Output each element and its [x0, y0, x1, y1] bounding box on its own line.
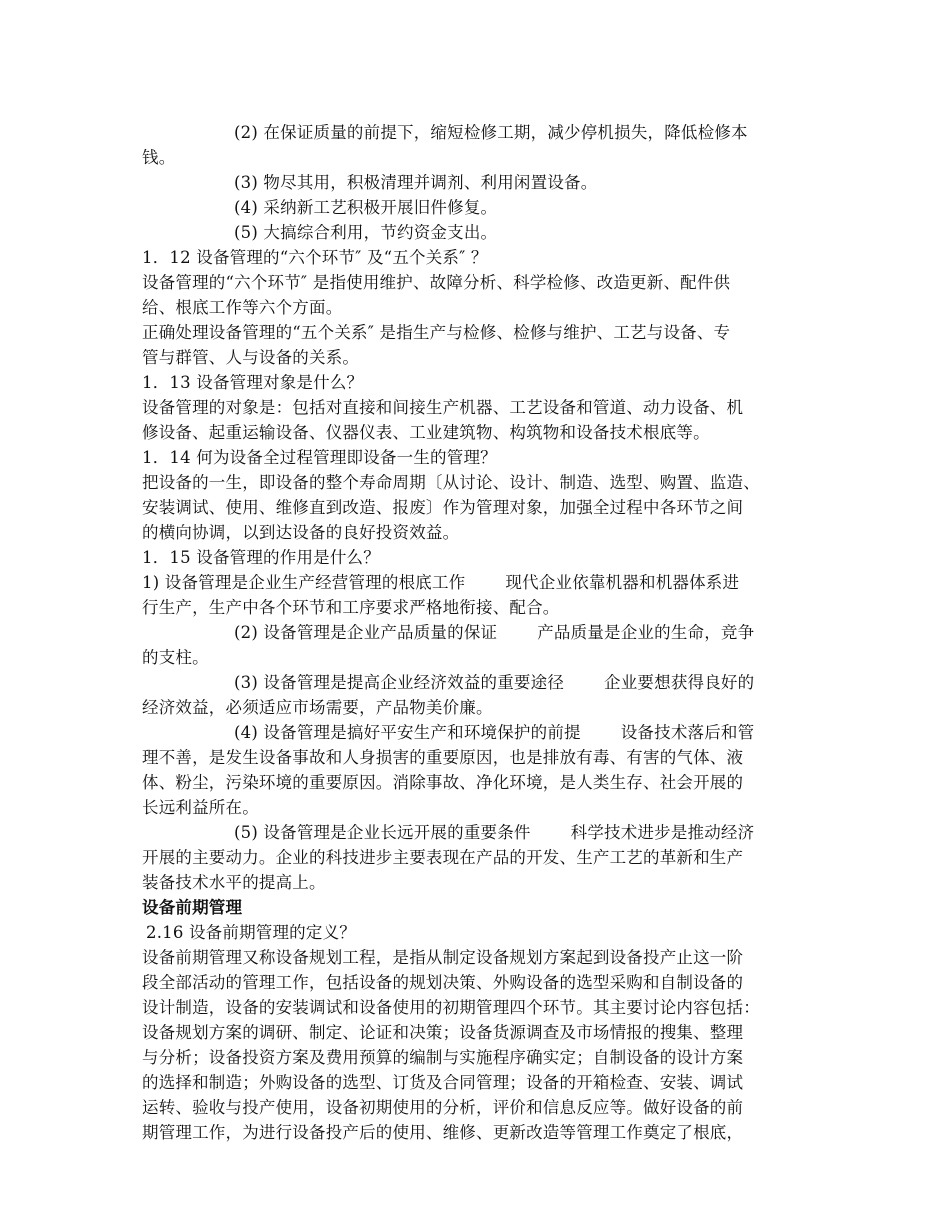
line-text: 的支柱。: [142, 648, 209, 667]
line-text: 1．12 设备管理的“六个环节″ 及“五个关系″ ？: [142, 248, 488, 267]
line-text: 的选择和制造；外购设备的选型、订货及合同管理；设备的开箱检查、安装、调试: [142, 1073, 744, 1092]
line-text: 长远利益所在。: [142, 798, 259, 817]
text-line: [142, 770, 814, 795]
line-text: 设备管理的“六个环节″ 是指使用维护、故障分析、科学检修、改造更新、配件供: [142, 273, 731, 292]
text-line: [142, 820, 814, 845]
line-text: 设计制造，设备的安装调试和设备使用的初期管理四个环节。其主要讨论内容包括：: [142, 998, 760, 1017]
line-text: (4) 采纳新工艺积极开展旧件修复。: [234, 198, 498, 217]
line-text: 把设备的一生，即设备的整个寿命周期〔从讨论、设计、制造、选型、购置、监造、: [142, 473, 760, 492]
text-line: [142, 495, 814, 520]
text-line: [142, 345, 814, 370]
text-line: [142, 670, 814, 695]
text-line: [142, 745, 814, 770]
line-text: 安装调试、使用、维修直到改造、报废〕作为管理对象，加强全过程中各环节之间: [142, 498, 744, 517]
text-line: [142, 1020, 814, 1045]
line-text: (2) 在保证质量的前提下，缩短检修工期，减少停机损失，降低检修本: [234, 123, 748, 142]
line-text: 设备前期管理: [142, 898, 243, 917]
line-text: 1) 设备管理是企业生产经营管理的根底工作: [142, 573, 466, 592]
text-line: [142, 170, 814, 195]
line-text: (2) 设备管理是企业产品质量的保证: [234, 623, 498, 642]
section-heading: [142, 895, 814, 920]
text-line: [142, 620, 814, 645]
text-line: [142, 570, 814, 595]
line-text: 运转、验收与投产使用，设备初期使用的分析，评价和信息反应等。做好设备的前: [142, 1098, 744, 1117]
text-line: [142, 695, 814, 720]
line-text: 设备管理的对象是：包括对直接和间接生产机器、工艺设备和管道、动力设备、机: [142, 398, 744, 417]
line-text: (4) 设备管理是搞好平安生产和环境保护的前提: [234, 723, 581, 742]
line-text: 与分析；设备投资方案及费用预算的编制与实施程序确实定；自制设备的设计方案: [142, 1048, 744, 1067]
line-text: (3) 设备管理是提高企业经济效益的重要途径: [234, 673, 565, 692]
text-line: [142, 920, 814, 945]
text-line: [142, 795, 814, 820]
line-text: 经济效益，必须适应市场需要，产品物美价廉。: [142, 698, 493, 717]
line-text: (5) 大搞综合利用，节约资金支出。: [234, 223, 498, 242]
text-line: [142, 945, 814, 970]
line-text: 2.16 设备前期管理的定义？: [146, 923, 356, 942]
text-line: [142, 295, 814, 320]
line-text: 装备技术水平的提高上。: [142, 873, 326, 892]
text-line: [142, 995, 814, 1020]
line-text: 开展的主要动力。企业的科技进步主要表现在产品的开发、生产工艺的革新和生产: [142, 848, 744, 867]
text-line: [142, 395, 814, 420]
text-line: [142, 645, 814, 670]
text-line: [142, 595, 814, 620]
text-line: [142, 870, 814, 895]
text-line: [142, 1070, 814, 1095]
text-line: [142, 1045, 814, 1070]
line-tail-text: 现代企业依靠机器和机器体系进: [505, 573, 740, 592]
text-line: [142, 145, 814, 170]
line-text: 1．14 何为设备全过程管理即设备一生的管理？: [142, 448, 497, 467]
text-line: [142, 270, 814, 295]
line-text: 1．15 设备管理的作用是什么？: [142, 548, 380, 567]
line-tail-text: 产品质量是企业的生命，竞争: [537, 623, 755, 642]
line-text: 理不善，是发生设备事故和人身损害的重要原因，也是排放有毒、有害的气体、液: [142, 748, 744, 767]
line-text: 修设备、起重运输设备、仪器仪表、工业建筑物、构筑物和设备技术根底等。: [142, 423, 710, 442]
text-line: [142, 370, 814, 395]
line-text: 钱。: [142, 148, 176, 167]
text-line: [142, 970, 814, 995]
line-text: (5) 设备管理是企业长远开展的重要条件: [234, 823, 531, 842]
text-line: [142, 720, 814, 745]
text-line: [142, 520, 814, 545]
line-text: 体、粉尘，污染环境的重要原因。消除事故、净化环境，是人类生存、社会开展的: [142, 773, 744, 792]
line-text: 期管理工作，为进行设备投产后的使用、维修、更新改造等管理工作奠定了根底，: [142, 1123, 744, 1142]
line-text: (3) 物尽其用，积极清理并调剂、利用闲置设备。: [234, 173, 598, 192]
text-line: [142, 320, 814, 345]
text-line: [142, 1120, 814, 1145]
line-text: 管与群管、人与设备的关系。: [142, 348, 360, 367]
line-text: 正确处理设备管理的“五个关系″ 是指生产与检修、检修与维护、工艺与设备、专: [142, 323, 731, 342]
line-text: 行生产，生产中各个环节和工序要求严格地衔接、配合。: [142, 598, 560, 617]
line-text: 段全部活动的管理工作，包括设备的规划决策、外购设备的选型采购和自制设备的: [142, 973, 744, 992]
text-line: [142, 845, 814, 870]
line-text: 的横向协调，以到达设备的良好投资效益。: [142, 523, 460, 542]
line-text: 给、根底工作等六个方面。: [142, 298, 343, 317]
line-tail-text: 科学技术进步是推动经济: [570, 823, 755, 842]
text-line: [142, 245, 814, 270]
text-line: [142, 195, 814, 220]
text-line: [142, 220, 814, 245]
line-text: 设备前期管理又称设备规划工程，是指从制定设备规划方案起到设备投产止这一阶: [142, 948, 744, 967]
text-line: [142, 120, 814, 145]
text-line: [142, 1095, 814, 1120]
line-text: 1．13 设备管理对象是什么？: [142, 373, 364, 392]
text-line: [142, 420, 814, 445]
text-line: [142, 470, 814, 495]
line-tail-text: 企业要想获得良好的: [604, 673, 755, 692]
text-line: [142, 545, 814, 570]
line-tail-text: 设备技术落后和管: [620, 723, 755, 742]
text-line: [142, 445, 814, 470]
document-page: [142, 120, 814, 1145]
line-text: 设备规划方案的调研、制定、论证和决策；设备货源调查及市场情报的搜集、整理: [142, 1023, 744, 1042]
